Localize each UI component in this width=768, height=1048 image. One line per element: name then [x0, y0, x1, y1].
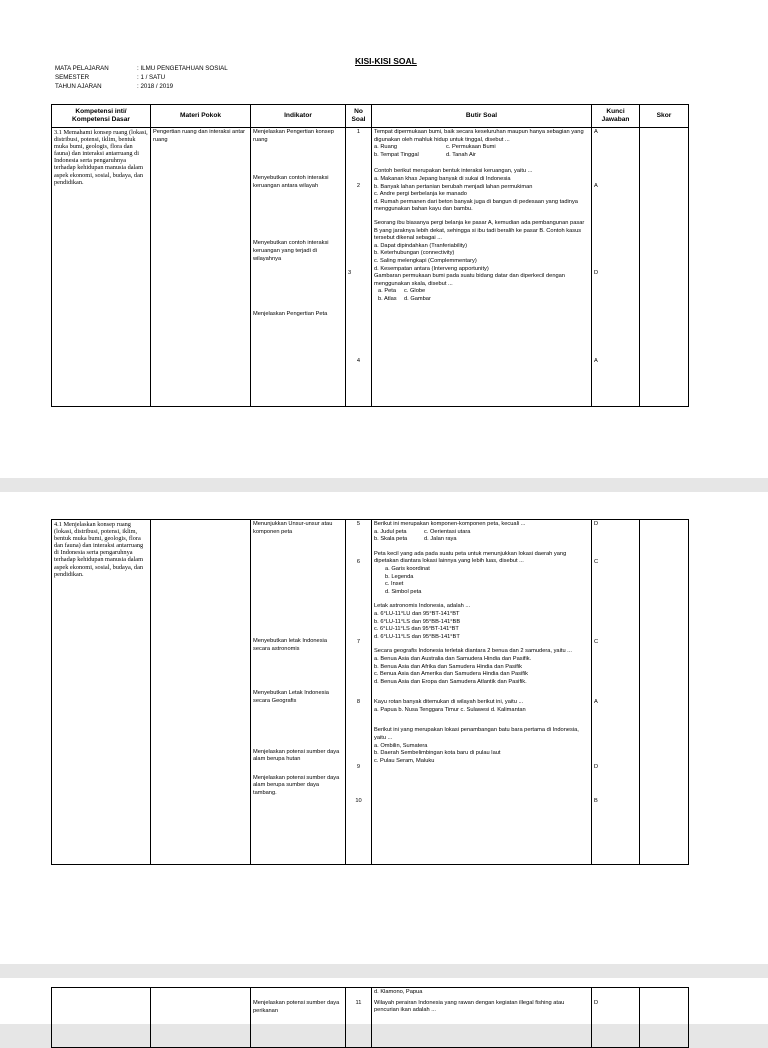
butir-soal-cell [372, 520, 592, 865]
answer-key: D [594, 521, 599, 527]
document-page-1 [0, 0, 768, 478]
table-row [52, 520, 689, 865]
indikator-item: Menjelaskan potensi sumber daya perikanan [253, 1000, 340, 1014]
option: d. Kesempatan antara (Interveng apportunity) [374, 265, 489, 272]
option: d. 6°LU-11°LS dan 95°BB-141°BT [374, 633, 460, 640]
question-stem: Contoh berikut merupakan bentuk interaksi keruangan, yaitu ... [374, 168, 533, 175]
option: d. Benua Asia dan Eropa dan Samudera Atlantik dan Pasifik. [374, 678, 527, 685]
option: d. Simbol peta [385, 588, 422, 595]
option: b. Daerah Sembelimbingan kota baru di pulau laut [374, 750, 501, 757]
indikator-item: Menjelaskan Pengertian konsep ruang [253, 129, 334, 143]
option: d. Klamono, Papua [374, 989, 423, 995]
kisi-kisi-table-3 [51, 987, 689, 1048]
question-number: 9 [356, 764, 361, 771]
skor-cell [640, 988, 689, 1048]
table-row [52, 988, 689, 1048]
question-stem: Gambaran permukaan bumi pada suatu bidang datar dan diperkecil dengan menggunakan skala, disebut ... [374, 273, 565, 287]
question-number: 4 [356, 357, 361, 364]
option: c. Inset [385, 581, 404, 588]
option: b. Atlas [378, 295, 397, 302]
col-header-no: No Soal [346, 105, 372, 128]
option: a. Ruang [374, 144, 398, 151]
indikator-item: Menunjukkan Unsur-unsur atau komponen peta [253, 521, 333, 535]
question-stem: Berikut ini yang merupakan lokasi penambangan batu bara pertama di Indonesia, yaitu ... [374, 727, 579, 742]
option: b. Skala peta [374, 536, 408, 543]
option: d. Rumah permanen dari beton banyak juga di bangun di pedesaan yang tadinya menggunakan bahan kayu dan bambu. [374, 198, 578, 213]
option: a. Ombilin, Sumatera [374, 742, 428, 749]
answer-key: D [594, 270, 599, 277]
answer-key: A [594, 357, 598, 364]
option: c. 6°LU-11°LS dan 95°BT-141°BT [374, 626, 459, 633]
meta-label: TAHUN AJARAN [55, 83, 102, 90]
table-header-row [52, 105, 689, 128]
skor-cell [640, 128, 689, 407]
answer-key: A [594, 698, 598, 705]
option: a. Peta [378, 288, 397, 295]
option: a. 6°LU-11°LU dan 95°BT-141°BT [374, 610, 460, 617]
meta-value: : 1 / SATU [137, 74, 166, 81]
option: c. Benua Asia dan Amerika dan Samudera Hindia dan Pasifik [374, 671, 528, 678]
answer-key: C [594, 558, 599, 565]
answer-key: A [594, 182, 598, 189]
question-stem: Letak astronomis Indonesia, adalah ... [374, 603, 471, 610]
col-header-indikator: Indikator [251, 105, 346, 128]
kisi-kisi-table-2 [51, 519, 689, 865]
kompetensi-dasar-cell [52, 988, 151, 1048]
kunci-cell [592, 520, 640, 865]
col-header-kunci: Kunci Jawaban [592, 105, 640, 128]
indikator-item: Menjelaskan potensi sumber daya alam berupa hutan [253, 748, 340, 763]
document-page-3 [0, 978, 768, 1024]
kompetensi-dasar-cell: 4.1 Menjelaskan konsep ruang (lokasi, distribusi, potensi, iklim, bentuk muka bumi, geologis, flora dan fauna) dan interaksi antarruang di Indonesia serta pengaruhnya terhadap kehidupan manusia dalam aspek ekonomi, sosial, budaya, dan pendidikan. [52, 520, 151, 865]
question-number: 3 [348, 270, 352, 277]
question-stem: Kayu rotan banyak ditemukan di wilayah berikut ini, yaitu ... [374, 699, 524, 706]
answer-key: D [594, 1000, 599, 1006]
table-row [52, 128, 689, 407]
option: c. Globe [404, 288, 426, 295]
question-number: 2 [356, 182, 361, 189]
option: a. Dapat dipindahkan (Tranferiability) [374, 242, 468, 249]
skor-cell [640, 520, 689, 865]
no-cell [346, 128, 372, 407]
kisi-kisi-table-1 [51, 104, 689, 407]
option: a. Judul peta [374, 528, 407, 535]
meta-label: MATA PELAJARAN [55, 65, 109, 72]
answer-key: D [594, 764, 599, 771]
option: b. Benua Asia dan Afrika dan Samudera Hindia dan Pasifik [374, 663, 522, 670]
kunci-cell [592, 988, 640, 1048]
option: b. Banyak lahan pertanian berubah menjadi lahan permukiman [374, 183, 533, 190]
question-stem: Peta kecil yang ada pada suatu peta untuk menunjukkan lokasi daerah yang dipetakan diantara lokasi lainnya yang lebih luas, disebut ... [374, 550, 567, 565]
document-page-2 [0, 492, 768, 964]
option: d. Jalan raya [424, 536, 457, 543]
no-cell [346, 988, 372, 1048]
question-stem: Seorang ibu biasanya pergi belanja ke pasar A, kemudian ada pembangunan pasar B yang jaraknya lebih dekat, sehingga si ibu tadi beralih ke pasar B. Contoh kasus tersebut dikenal sebagai ... [374, 219, 585, 242]
option: d. Gambar [404, 295, 431, 302]
meta-row-year [55, 82, 228, 91]
option-row [374, 529, 589, 537]
question-stem: Secara geografis Indonesia terletak diantara 2 benua dan 2 samudera, yaitu ... [374, 648, 572, 655]
option-row [374, 296, 589, 304]
col-header-materi: Materi Pokok [151, 105, 251, 128]
question-number: 11 [355, 1000, 362, 1006]
question-number: 8 [356, 698, 361, 705]
question-stem: Tempat dipermukaan bumi, baik secara keseluruhan maupun hanya sebagian yang digunakan oleh mahluk hidup untuk tinggal, disebut ... [374, 129, 584, 143]
option: a. Benua Asia dan Australia dan Samudera Hindia dan Pasifik. [374, 655, 532, 662]
option-row [374, 152, 589, 160]
col-header-kompetensi: Kompetensi inti/ Kompetensi Dasar [52, 105, 151, 128]
materi-cell [151, 988, 251, 1048]
materi-cell [151, 520, 251, 865]
butir-soal-cell [372, 988, 592, 1048]
option: b. Tempat Tinggal [374, 151, 419, 158]
option-row: a. Papua b. Nusa Tenggara Timur c. Sulawesi d. Kalimantan [374, 706, 526, 713]
option: a. Garis koordinat [385, 565, 430, 572]
option: b. Keterhubungan (connectivity) [374, 250, 455, 257]
col-header-skor: Skor [640, 105, 689, 128]
answer-key: A [594, 129, 598, 135]
indikator-item: Menjelaskan Pengertian Peta [253, 311, 328, 318]
kunci-cell [592, 128, 640, 407]
option: b. 6°LU-11°LS dan 95°BB-141°BB [374, 618, 461, 625]
option: c. Saling melengkapi (Complemmentary) [374, 257, 477, 264]
indikator-cell [251, 520, 346, 865]
answer-key: C [594, 639, 599, 646]
option: b. Legenda [385, 573, 414, 580]
meta-row-subject [55, 64, 228, 73]
col-header-butir: Butir Soal [372, 105, 592, 128]
option: c. Andre pergi berbelanja ke manado [374, 191, 467, 198]
indikator-item: Menyebutkan letak Indonesia secara astronomis [253, 638, 327, 652]
indikator-item: Menyebutkan contoh interaksi keruangan antara wilayah [253, 175, 329, 189]
indikator-item: Menyebutkan Letak Indonesia secara Geografis [253, 690, 329, 704]
question-number: 10 [355, 797, 362, 804]
meta-row-semester [55, 73, 228, 82]
option: c. Permukaan Bumi [446, 144, 496, 151]
meta-value: : 2018 / 2019 [137, 83, 174, 90]
indikator-item: Menyebutkan contoh interaksi keruangan yang terjadi di wilayahnya [253, 240, 329, 262]
question-number: 5 [356, 521, 361, 527]
indikator-cell [251, 128, 346, 407]
option: a. Makanan khas Jepang banyak di sukai di Indonesia [374, 175, 511, 182]
question-stem: Wilayah perairan Indonesia yang rawan dengan kegiatan illegal fishing atau pencurian ikan adalah ... [374, 999, 565, 1014]
option: d. Tanah Air [446, 151, 476, 158]
question-number: 6 [356, 558, 361, 565]
question-stem: Berikut ini merupakan komponen-komponen peta, kecuali ... [374, 521, 526, 527]
indikator-item: Menjelaskan potensi sumber daya alam berupa sumber daya tambang. [253, 774, 340, 796]
document-title: KISI-KISI SOAL [355, 56, 417, 66]
meta-label: SEMESTER [55, 74, 90, 81]
meta-value: : ILMU PENGETAHUAN SOSIAL [137, 65, 228, 72]
option-row [374, 144, 589, 152]
butir-soal-cell [372, 128, 592, 407]
answer-key: B [594, 797, 598, 804]
option-row [374, 288, 589, 296]
materi-cell: Pengertian ruang dan interaksi antar ruang [151, 128, 251, 407]
indikator-cell [251, 988, 346, 1048]
question-number: 1 [356, 129, 361, 135]
kompetensi-dasar-cell: 3.1 Memahami konsep ruang (lokasi, distribusi, potensi, iklim, bentuk muka bumi, geologis, flora dan fauna) dan interaksi antarruang di Indonesia serta pengaruhnya terhadap kehidupan manusia dalam aspek ekonomi, sosial, budaya, dan pendidikan. [52, 128, 151, 407]
document-meta [55, 64, 228, 91]
option: c. Pulau Seram, Maluku [374, 757, 435, 764]
option-row [374, 536, 589, 544]
no-cell [346, 520, 372, 865]
option: c. Oerientasi utara [424, 528, 471, 535]
question-number: 7 [356, 639, 361, 646]
